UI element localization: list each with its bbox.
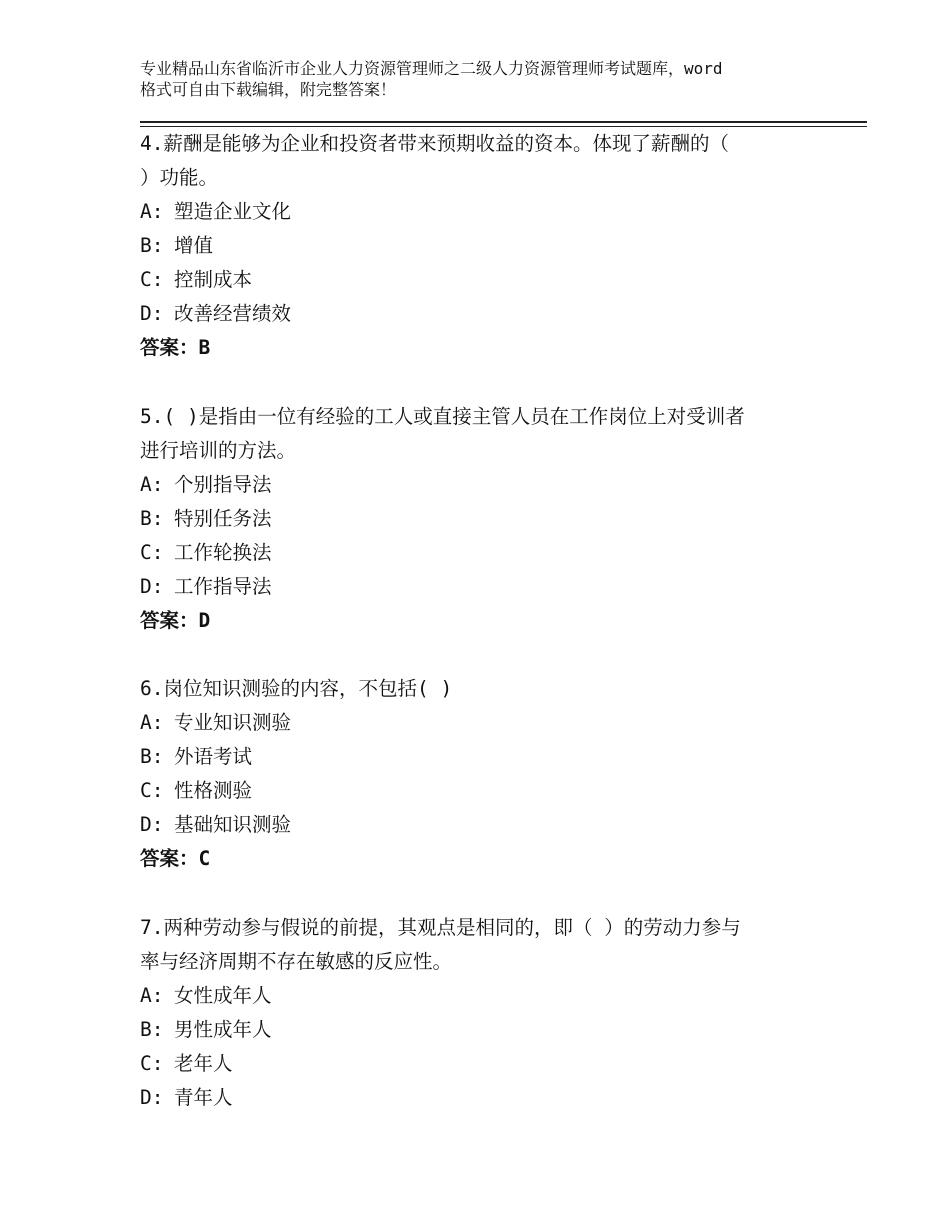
option-key: C: xyxy=(140,779,164,802)
option-key: D: xyxy=(140,302,164,325)
question-text: 4.薪酬是能够为企业和投资者带来预期收益的资本。体现了薪酬的（ xyxy=(140,132,729,155)
option-key: C: xyxy=(140,268,164,291)
option-text: 外语考试 xyxy=(174,745,253,768)
option-text: 男性成年人 xyxy=(174,1018,272,1041)
question-text: ）功能。 xyxy=(140,166,219,189)
option-key: A: xyxy=(140,984,164,1007)
option-text: 基础知识测验 xyxy=(174,813,292,836)
header-line-2: 格式可自由下载编辑，附完整答案！ xyxy=(140,80,397,99)
option-key: B: xyxy=(140,745,164,768)
option-a xyxy=(140,706,840,740)
question-4 xyxy=(140,127,840,365)
option-c xyxy=(140,263,840,297)
option-key: A: xyxy=(140,200,164,223)
header-line-1: 专业精品山东省临沂市企业人力资源管理师之二级人力资源管理师考试题库，word xyxy=(140,59,723,78)
option-b xyxy=(140,1013,840,1047)
answer-line: 答案：D xyxy=(140,609,211,632)
option-text: 特别任务法 xyxy=(174,507,272,530)
document-header xyxy=(140,58,830,100)
option-text: 个别指导法 xyxy=(174,473,272,496)
option-text: 老年人 xyxy=(174,1052,233,1075)
question-text: 率与经济周期不存在敏感的反应性。 xyxy=(140,950,453,973)
option-a xyxy=(140,979,840,1013)
answer-line: 答案：C xyxy=(140,847,211,870)
option-d xyxy=(140,1081,840,1115)
option-key: C: xyxy=(140,541,164,564)
option-a xyxy=(140,195,840,229)
option-text: 塑造企业文化 xyxy=(174,200,292,223)
question-text: 7.两种劳动参与假说的前提，其观点是相同的，即（ ）的劳动力参与 xyxy=(140,916,741,939)
option-key: A: xyxy=(140,711,164,734)
option-key: D: xyxy=(140,575,164,598)
option-key: B: xyxy=(140,1018,164,1041)
option-d xyxy=(140,297,840,331)
question-text: 进行培训的方法。 xyxy=(140,439,297,462)
option-text: 青年人 xyxy=(174,1086,233,1109)
option-key: A: xyxy=(140,473,164,496)
question-5 xyxy=(140,400,840,638)
option-key: B: xyxy=(140,507,164,530)
option-text: 控制成本 xyxy=(174,268,253,291)
option-b xyxy=(140,740,840,774)
option-b xyxy=(140,229,840,263)
header-rule-thick xyxy=(140,121,867,123)
option-b xyxy=(140,502,840,536)
option-text: 工作指导法 xyxy=(174,575,272,598)
option-key: D: xyxy=(140,813,164,836)
option-text: 性格测验 xyxy=(174,779,253,802)
option-text: 增值 xyxy=(174,234,214,257)
question-7 xyxy=(140,911,840,1115)
question-text: 5.( )是指由一位有经验的工人或直接主管人员在工作岗位上对受训者 xyxy=(140,405,745,428)
option-key: B: xyxy=(140,234,164,257)
option-c xyxy=(140,536,840,570)
option-d xyxy=(140,570,840,604)
question-text: 6.岗位知识测验的内容，不包括( ) xyxy=(140,677,453,700)
option-text: 改善经营绩效 xyxy=(174,302,292,325)
option-a xyxy=(140,468,840,502)
answer-line: 答案：B xyxy=(140,336,211,359)
option-text: 专业知识测验 xyxy=(174,711,292,734)
option-key: C: xyxy=(140,1052,164,1075)
option-text: 女性成年人 xyxy=(174,984,272,1007)
option-c xyxy=(140,774,840,808)
option-text: 工作轮换法 xyxy=(174,541,272,564)
option-c xyxy=(140,1047,840,1081)
option-d xyxy=(140,808,840,842)
question-6 xyxy=(140,672,840,876)
option-key: D: xyxy=(140,1086,164,1109)
